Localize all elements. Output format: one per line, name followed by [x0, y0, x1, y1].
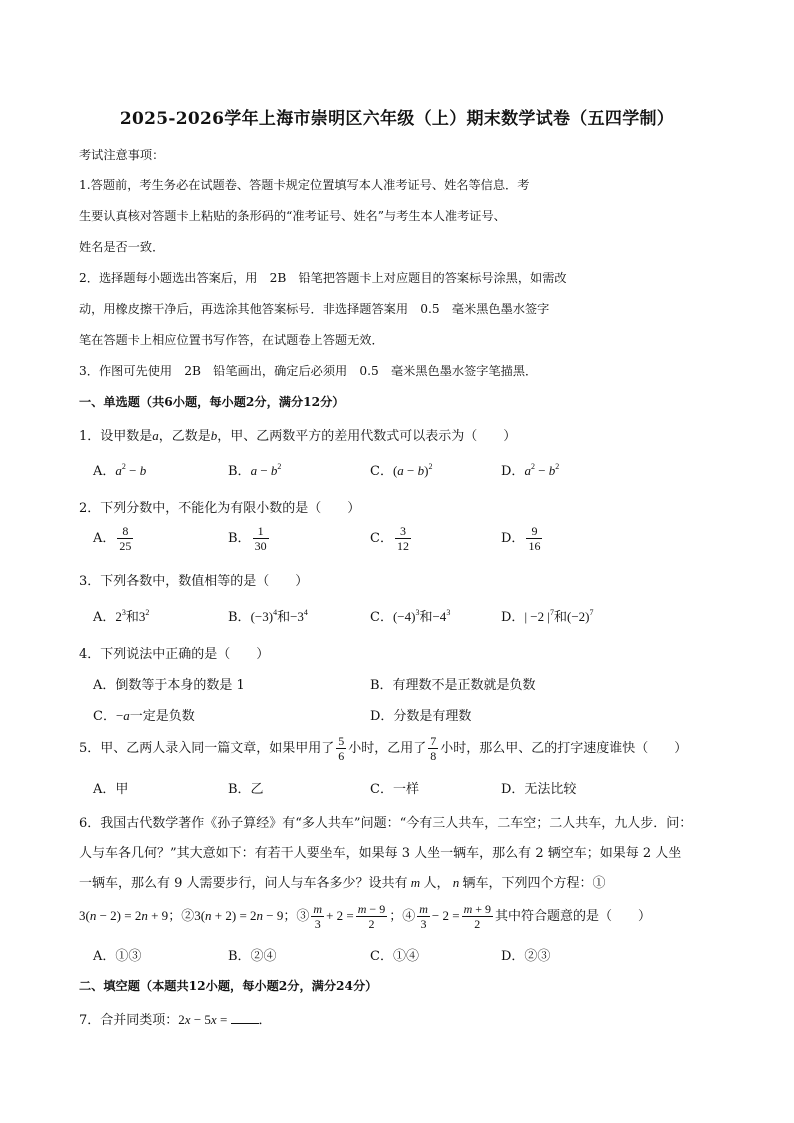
option-d[interactable]: D．$a^2 - b^2$: [501, 461, 560, 479]
question-5: 5．甲、乙两人录入同一篇文章，如果甲用了 $\frac{5}{6}$ 小时，乙用了 $\frac{7}{8}$ 小时，那么甲、乙的打字速度谁快（ ）: [79, 734, 688, 763]
option-a[interactable]: A．$a^2 - b$: [93, 461, 147, 479]
question-6-line: 人与车各几何？”其大意如下：有若干人要坐车，如果每 3 人坐一辆车，那么有 2 辆空车；如果每 2 人坐: [79, 846, 682, 861]
question-6-line: 一辆车，那么有 9 人需要步行，问人与车各多少？设共有 m 人， n 辆车，下列四个方程：①: [79, 875, 606, 891]
option-d[interactable]: D．②③: [501, 949, 551, 964]
option-c[interactable]: C． $\frac{3}{12}$: [370, 524, 409, 553]
option-a[interactable]: A．甲: [93, 782, 129, 797]
option-d[interactable]: D．分数是有理数: [370, 709, 472, 724]
question-6-line: 6．我国古代数学著作《孙子算经》有“多人共车”问题：“今有三人共车，二车空；二人共车，九人步．问：: [79, 816, 693, 831]
notice-line: 笔在答题卡上相应位置书写作答，在试题卷上答题无效．: [79, 333, 384, 347]
option-a[interactable]: A． $\frac{8}{25}$: [93, 524, 132, 553]
notice-line: 生要认真核对答题卡上粘贴的条形码的“准考证号、姓名”与考生本人准考证号、: [79, 209, 506, 223]
question-7: 7．合并同类项：2x − 5x = ．: [79, 1012, 272, 1028]
question-3: 3．下列各数中，数值相等的是（ ）: [79, 574, 309, 589]
section-heading: 一、单选题（共6小题，每小题2分，满分12分）: [79, 395, 345, 409]
option-a[interactable]: A．$2^3$和$3^2$: [93, 607, 150, 625]
question-4: 4．下列说法中正确的是（ ）: [79, 647, 270, 662]
section-heading: 二、填空题（本题共12小题，每小题2分，满分24分）: [79, 979, 378, 993]
notice-heading: 考试注意事项：: [79, 148, 165, 162]
notice-line: 2．选择题每小题选出答案后，用 2B 铅笔把答题卡上对应题目的答案标号涂黑，如需改: [79, 271, 567, 285]
question-1: 1．设甲数是a，乙数是b，甲、乙两数平方的差用代数式可以表示为（ ）: [79, 428, 517, 444]
option-b[interactable]: B．②④: [228, 949, 277, 964]
option-a[interactable]: A．倒数等于本身的数是 1: [93, 678, 245, 693]
option-b[interactable]: B．有理数不是正数就是负数: [370, 678, 536, 693]
notice-line: 1.答题前，考生务必在试题卷、答题卡规定位置填写本人准考证号、姓名等信息．考: [79, 178, 530, 192]
option-d[interactable]: D．无法比较: [501, 782, 577, 797]
notice-line: 动，用橡皮擦干净后，再选涂其他答案标号．非选择题答案用 0.5 毫米黑色墨水签字: [79, 302, 550, 316]
question-6-equations: 3(n − 2) = 2n + 9；②3(n + 2) = 2n − 9；③ $\frac{m}{3}$ + 2 = $\frac{m - 9}{2}$ ；④ $\frac{m}{3}$ − 2 = $\frac{m + 9}{2}$ 其中符合题意的是（ ）: [79, 902, 652, 931]
option-d[interactable]: D．| −2 $|^7$和$(-2)^7$: [501, 607, 594, 625]
option-b[interactable]: B．$(-3)^4$和$-3^4$: [228, 607, 308, 625]
page-title: 2025-2026学年上海市崇明区六年级（上）期末数学试卷（五四学制）: [119, 109, 675, 129]
option-d[interactable]: D． $\frac{9}{16}$: [501, 524, 541, 553]
option-a[interactable]: A．①③: [93, 949, 142, 964]
option-b[interactable]: B． $\frac{1}{30}$: [228, 524, 267, 553]
question-2: 2．下列分数中，不能化为有限小数的是（ ）: [79, 501, 361, 516]
notice-line: 3．作图可先使用 2B 铅笔画出，确定后必须用 0.5 毫米黑色墨水签字笔描黑．: [79, 364, 538, 378]
option-b[interactable]: B．乙: [228, 782, 264, 797]
option-c[interactable]: C．①④: [370, 949, 419, 964]
option-c[interactable]: C．$(a - b)^2$: [370, 461, 433, 479]
answer-blank[interactable]: [231, 1011, 259, 1024]
option-c[interactable]: C．$(-4)^3$和$-4^3$: [370, 607, 451, 625]
option-c[interactable]: C．一样: [370, 782, 419, 797]
notice-line: 姓名是否一致．: [79, 240, 165, 254]
option-c[interactable]: C．−a一定是负数: [93, 708, 195, 724]
option-b[interactable]: B．$a - b^2$: [228, 461, 282, 479]
